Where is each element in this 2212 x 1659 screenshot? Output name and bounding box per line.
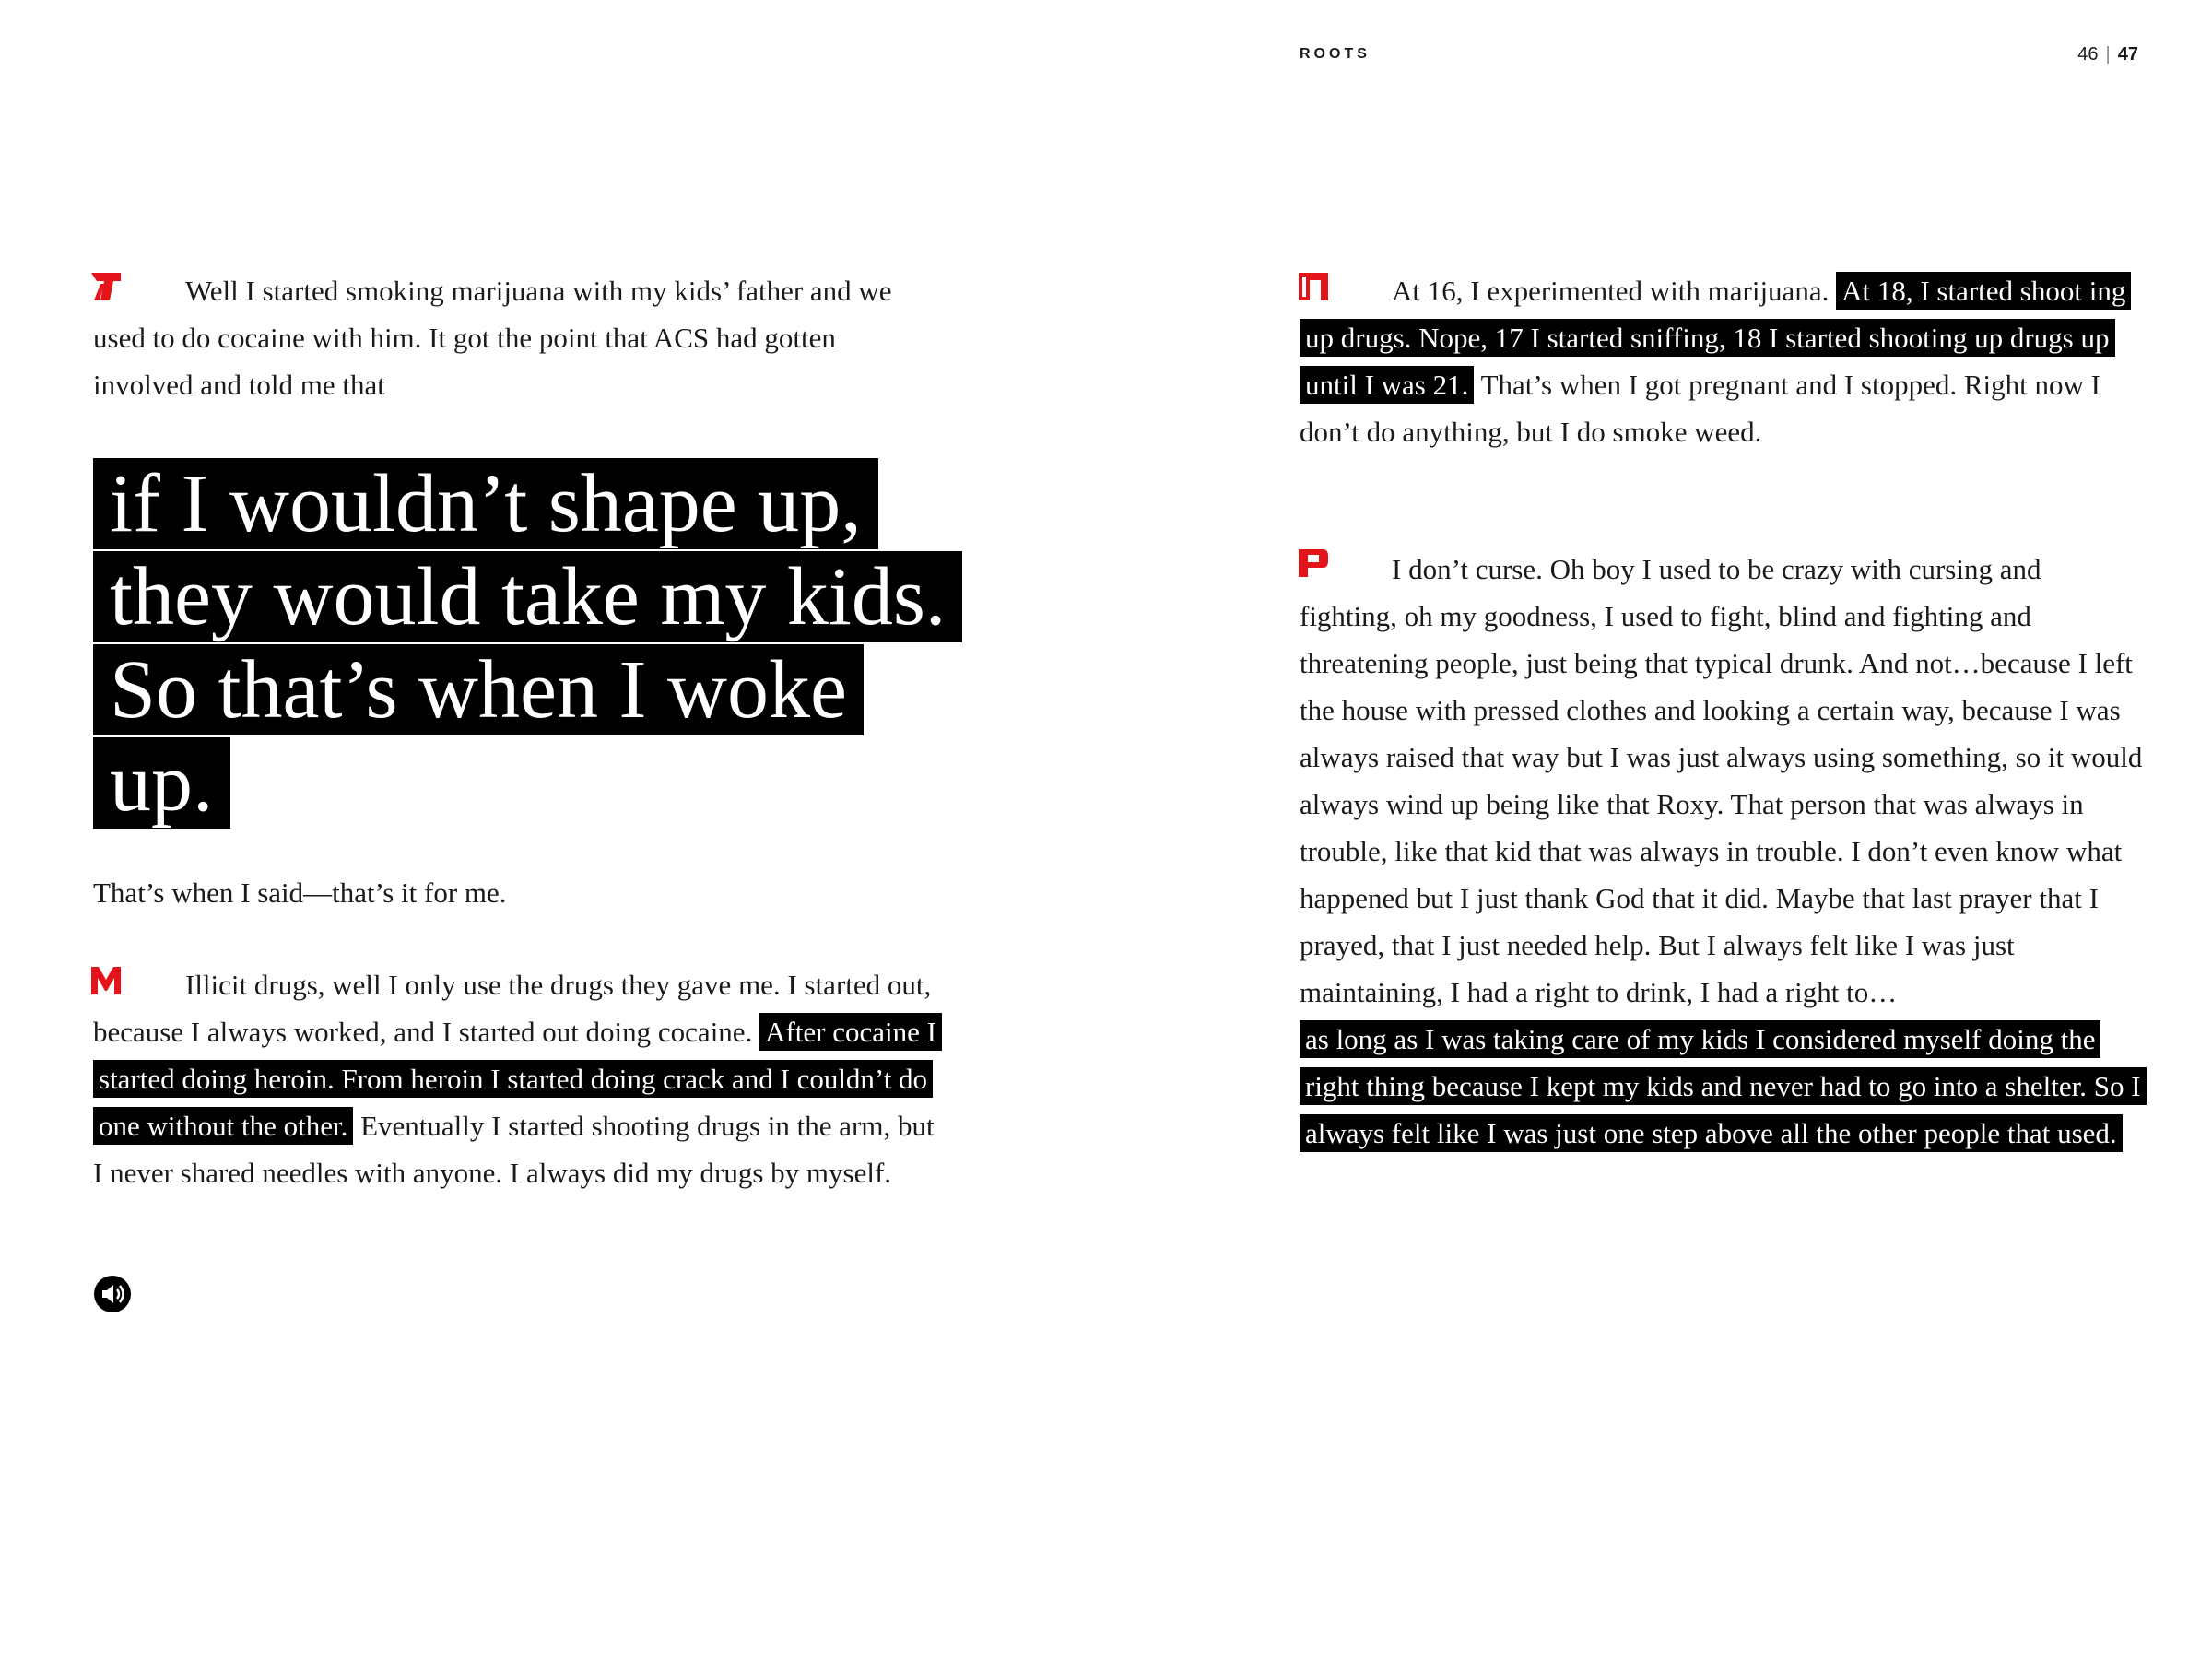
drugs-text-start: Illicit drugs, well I only use the drugs they gave me. I started out, because I always worked, and I started out doing cocaine. (93, 969, 932, 1048)
section-title: ROOTS (1300, 46, 1371, 62)
page-separator: | (2105, 44, 2111, 65)
paragraph-drugs (93, 961, 936, 1196)
experimented-text-start: At 16, I experimented with marijuana. (1392, 275, 1830, 307)
page-number-right: 47 (2117, 44, 2138, 65)
paragraph-that-is-it: That’s when I said—that’s it for me. (93, 877, 507, 909)
pull-quote-block (93, 457, 950, 830)
page-number-left: 46 (2077, 44, 2099, 65)
experimented-text-end: That’s when I got pregnant and I stopped. Right now I don’t do anything, but I do smoke weed. (1300, 369, 2100, 448)
cursing-text: I don’t curse. Oh boy I used to be crazy with cursing and fighting, oh my goodness, I used to fight, blind and fighting and threatening people, just being that typical drunk. And not…because I left the house with pressed clothes and looking a certain way, because I was always raised that way but I was just always using something, so it would always wind up being like that Roxy. That person that was always in trouble, like that kid that was always in trouble. I don’t even know what happened but I just thank God that it did. Maybe that last prayer that I prayed, that I just needed help. But I always felt like I was just maintaining, I had a right to drink, I had a right to… (1300, 553, 2143, 1008)
pull-quote-text: if I wouldn’t shape up, they would take my kids. So that’s when I woke up. (93, 458, 962, 829)
left-column-lower (93, 869, 936, 916)
drugs-highlight: After cocaine I started doing heroin. From heroin I started doing crack and I couldn’t do one without the other. (93, 1013, 942, 1145)
left-column-drugs (93, 961, 936, 1196)
experimented-highlight: At 18, I started shoot ing up drugs. Nope, 17 I started sniffing, 18 I started shooting up drugs up until I was 21. (1300, 272, 2131, 404)
right-column-lower (1300, 546, 2143, 1157)
intro-text: Well I started smoking marijuana with my kids’ father and we used to do cocaine with him. It got the point that ACS had gotten involved and told me that (93, 275, 892, 401)
left-column (93, 267, 936, 408)
drugs-text-end: Eventually I started shooting drugs in the arm, but I never shared needles with anyone. I always did my drugs by myself. (93, 1110, 935, 1189)
pull-quote (93, 457, 950, 830)
right-column-top (1300, 267, 2143, 455)
paragraph-intro (93, 267, 936, 408)
cursing-highlight: as long as I was taking care of my kids I considered myself doing the right thing because I kept my kids and never had to go into a shelter. So I always felt like I was just one step above all the other people that used. (1300, 1020, 2147, 1152)
paragraph-cursing (1300, 546, 2143, 1157)
paragraph-experimented (1300, 267, 2143, 455)
page-numbers (2077, 44, 2138, 65)
speaker-icon[interactable] (93, 1275, 132, 1313)
